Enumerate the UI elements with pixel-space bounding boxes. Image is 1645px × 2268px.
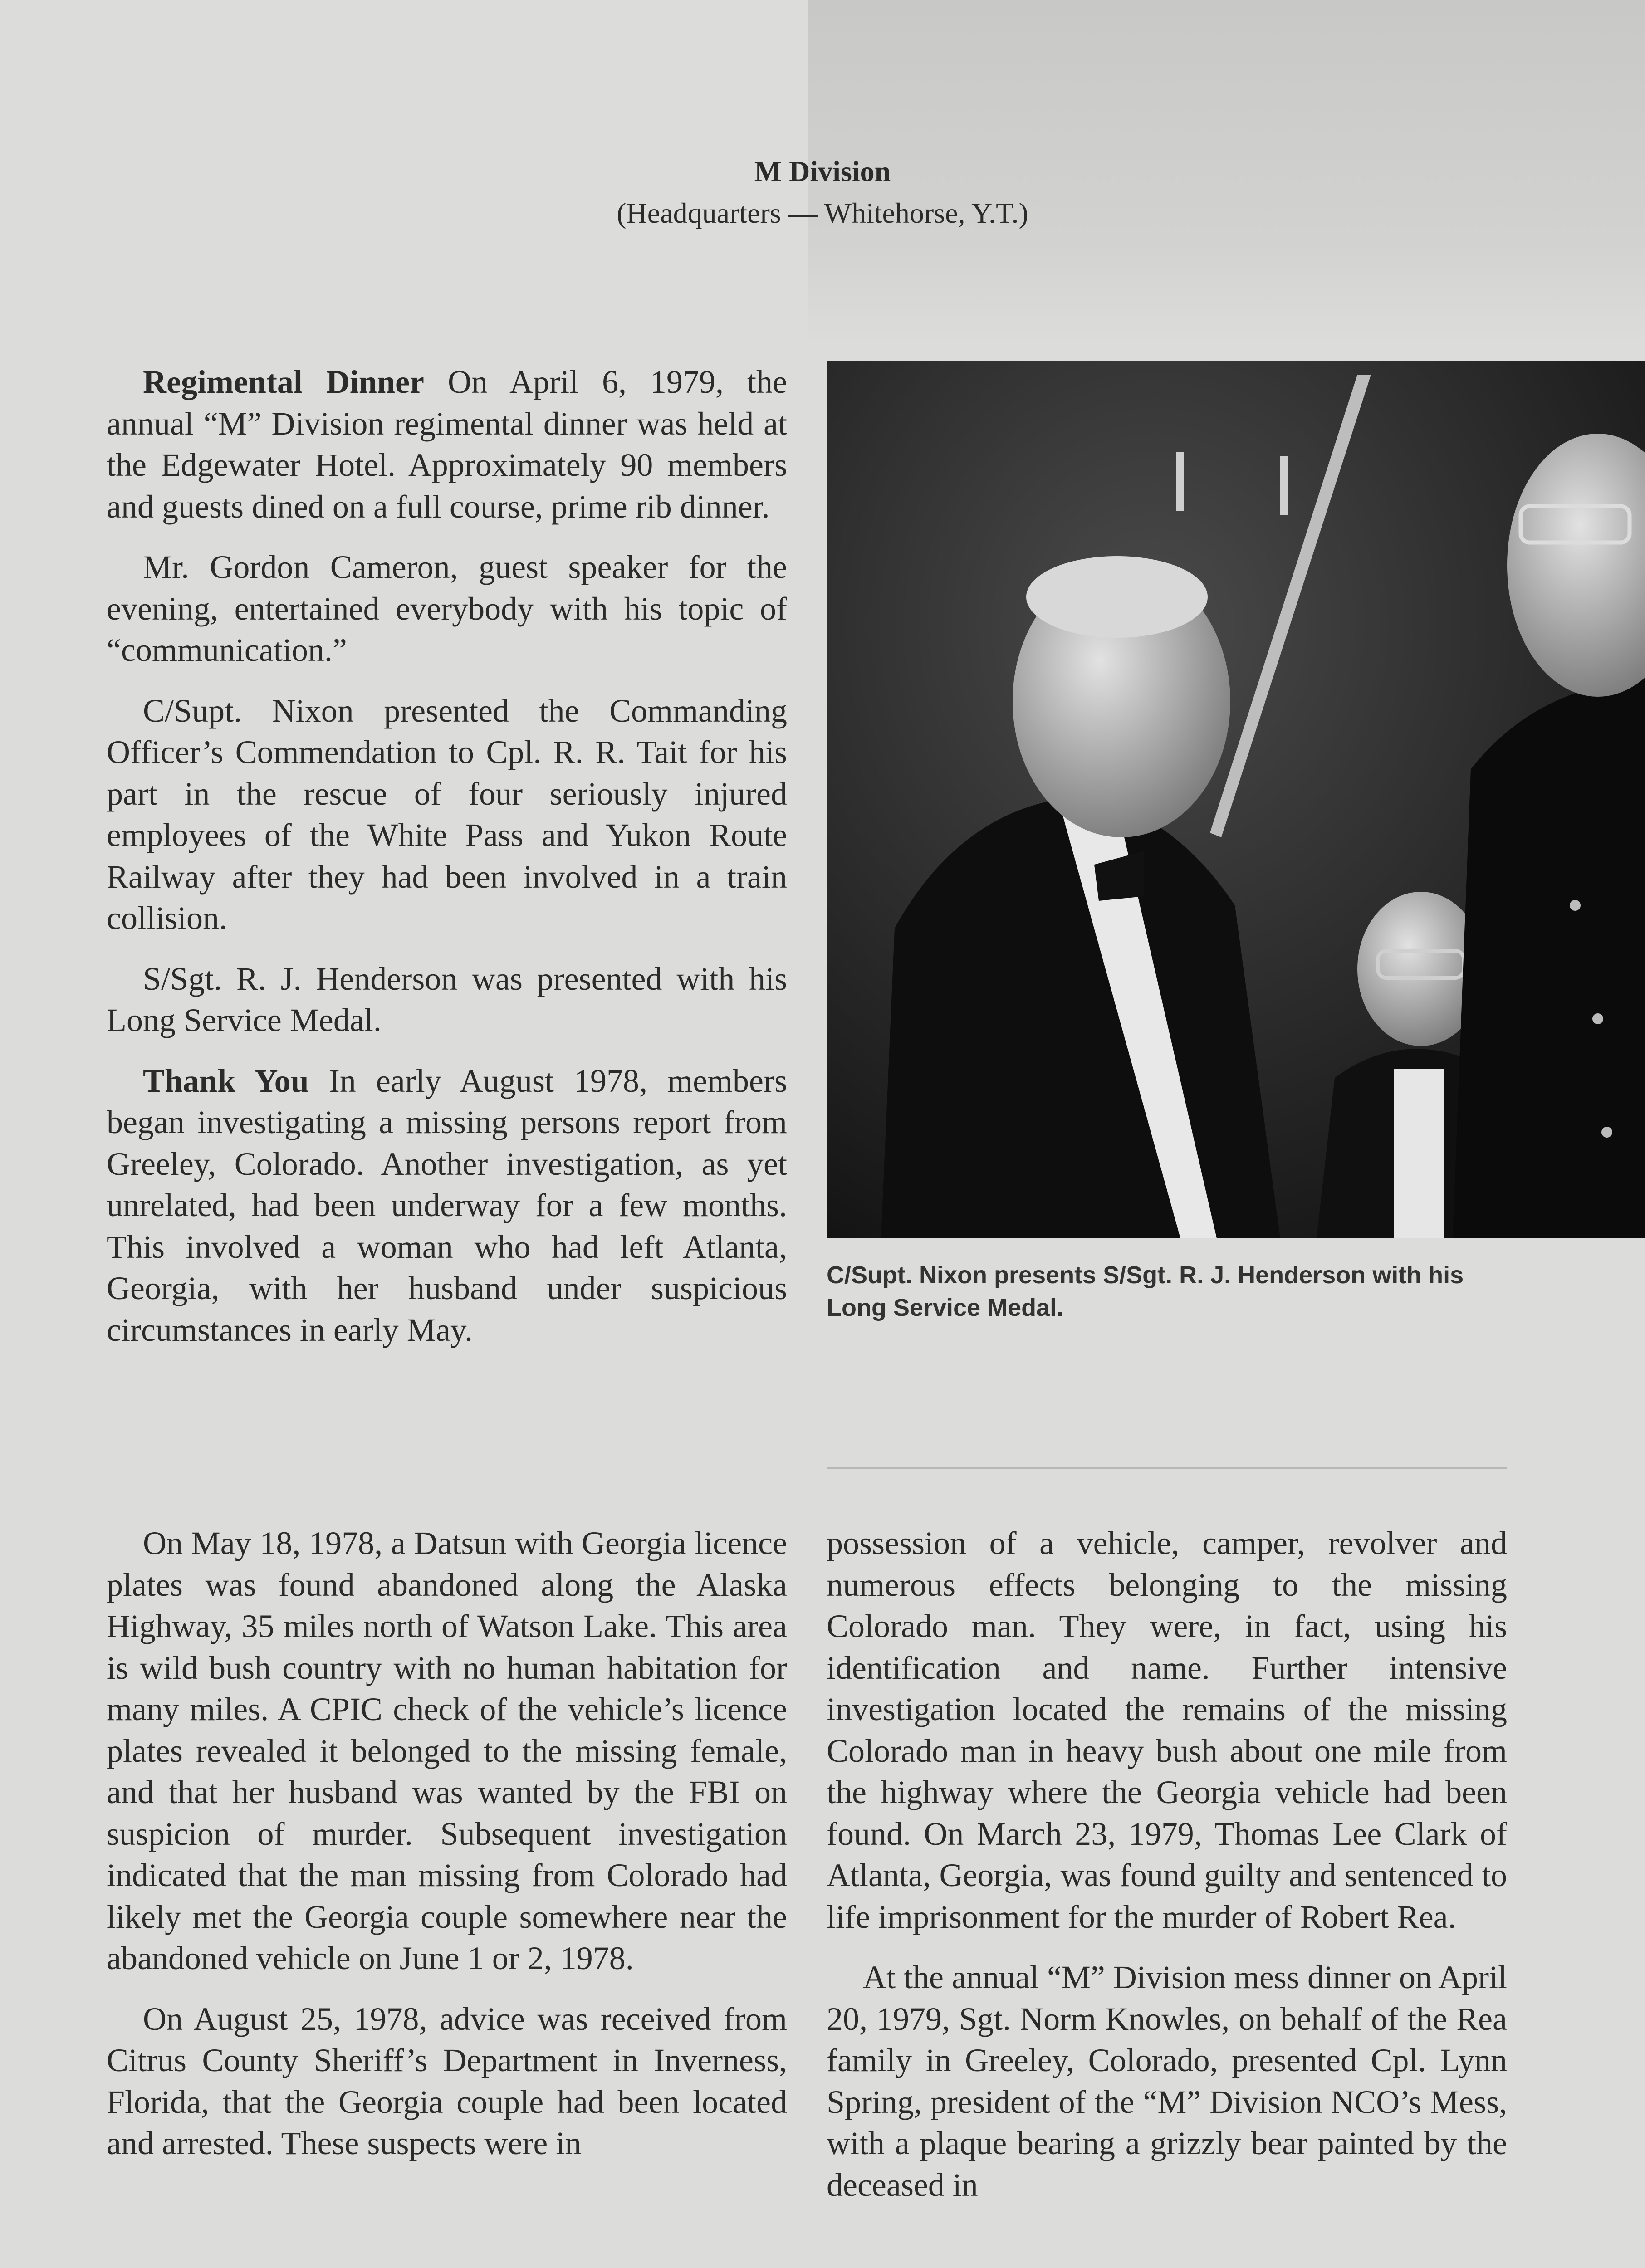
paragraph-investigation-result: possession of a vehicle, camper, revolver and numerous effects belonging to the missing Colorado man. They were, in fact, using his identification and name. Further intensive investigation located the remains of the missing Colorado man in heavy bush about one mile from the highway where the Georgia vehicle had been found. On March 23, 1979, Thomas Lee Clark of Atlanta, Georgia, was found guilty and sentenced to life imprisonment for the murder of Robert Rea. <box>827 1525 1507 1935</box>
paragraph-thank-you <box>107 1061 787 1351</box>
left-column-upper <box>107 362 787 1370</box>
photograph <box>827 361 1645 1238</box>
division-title: M Division <box>754 155 891 187</box>
left-column-lower <box>107 1523 787 2184</box>
photo-caption: C/Supt. Nixon presents S/Sgt. R. J. Henderson with his Long Service Medal. <box>827 1261 1464 1321</box>
division-subtitle: (Headquarters — Whitehorse, Y.T.) <box>617 197 1028 229</box>
paragraph-suspects-arrested: On August 25, 1978, advice was received from Citrus County Sheriff’s Department in Inverness, Florida, that the Georgia couple had been located and arrested. These suspects were in <box>107 2000 787 2161</box>
text-regimental-dinner: On April 6, 1979, the annual “M” Division regimental dinner was held at the Edgewater Hotel. Approximately 90 members and guests dined on a full course, prime rib dinner. <box>107 364 787 525</box>
paragraph-commendation: C/Supt. Nixon presented the Commanding Officer’s Commendation to Cpl. R. R. Tait for his part in the rescue of four seriously injured employees of the White Pass and Yukon Route Railway after they had been involved in a train collision. <box>107 692 787 936</box>
paragraph-regimental-dinner <box>107 362 787 528</box>
text-thank-you: In early August 1978, members began investigating a missing persons report from Greeley, Colorado. Another investigation, as yet unrelated, had been underway for a few months. This involved a woman who had left Atlanta, Georgia, with her husband under suspicious circumstances in early May. <box>107 1062 787 1348</box>
paragraph-long-service: S/Sgt. R. J. Henderson was presented with his Long Service Medal. <box>107 960 787 1038</box>
paragraph-datsun-found: On May 18, 1978, a Datsun with Georgia licence plates was found abandoned along the Alaska Highway, 35 miles north of Watson Lake. This area is wild bush country with no human habitation for many miles. A CPIC check of the vehicle’s licence plates revealed it belonged to the missing female, and that her husband was wanted by the FBI on suspicion of murder. Subsequent investigation indicated that the man missing from Colorado had likely met the Georgia couple somewhere near the abandoned vehicle on June 1 or 2, 1978. <box>107 1525 787 1976</box>
paragraph-mess-dinner: At the annual “M” Division mess dinner on April 20, 1979, Sgt. Norm Knowles, on behalf of the Rea family in Greeley, Colorado, presented Cpl. Lynn Spring, president of the “M” Division NCO’s Mess, with a plaque bearing a grizzly bear painted by the deceased in <box>827 1959 1507 2203</box>
column-divider-rule <box>827 1467 1507 1469</box>
heading-thank-you: Thank You <box>143 1062 309 1099</box>
photograph-illustration <box>827 361 1645 1238</box>
paragraph-guest-speaker: Mr. Gordon Cameron, guest speaker for the evening, entertained everybody with his topic of “communication.” <box>107 549 787 668</box>
right-column-lower <box>827 1523 1507 2225</box>
heading-regimental-dinner: Regimental Dinner <box>143 364 424 400</box>
